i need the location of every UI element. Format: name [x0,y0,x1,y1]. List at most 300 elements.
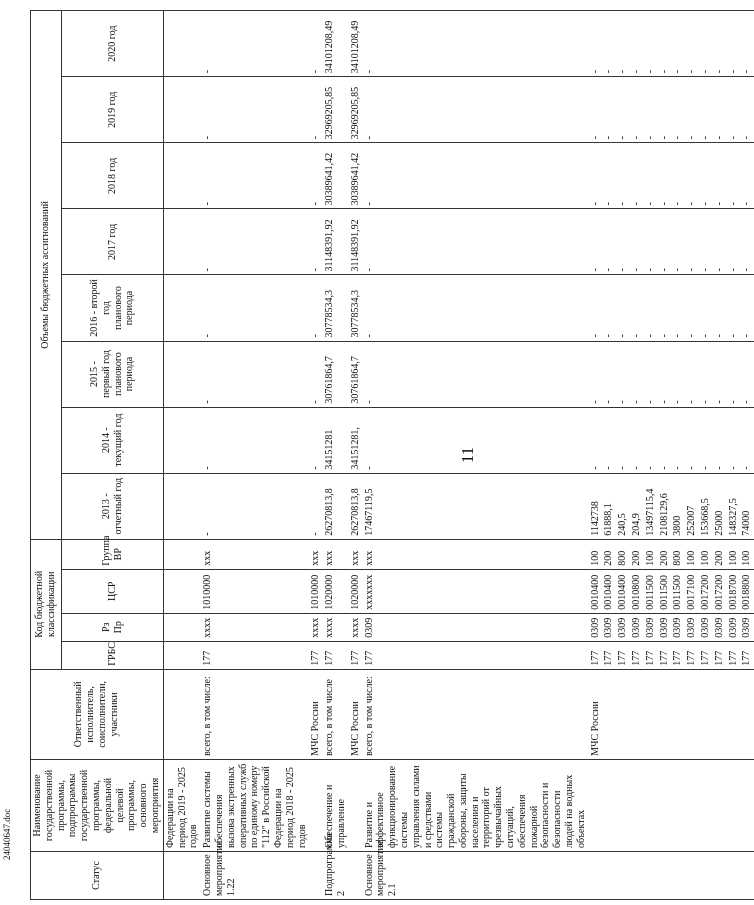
cell-csr: 0017100 [685,569,699,613]
header-year: 2017 год [62,209,163,275]
cell-amount: - [685,407,699,473]
cell-amount: - [713,407,727,473]
cell-amount: - [713,209,727,275]
cell-amount: - [644,275,658,341]
cell-status [727,851,741,899]
cell-executor [699,669,713,759]
cell-amount: - [713,143,727,209]
cell-amount: 30389641,42 [323,143,349,209]
cell-grbs: 177 [349,641,363,669]
cell-amount: - [630,341,644,407]
cell-amount: 34151281 [323,407,349,473]
cell-amount: - [699,209,713,275]
cell-executor [713,669,727,759]
cell-status [699,851,713,899]
cell-amount: - [644,341,658,407]
cell-grbs: 177 [602,641,616,669]
header-csr: ЦСР [62,569,163,613]
cell-name [658,759,672,851]
table-row [616,11,630,900]
cell-rzpr: 0309 [685,613,699,641]
cell-amount: - [602,407,616,473]
cell-name [309,759,323,851]
cell-rzpr: 0309 [740,613,754,641]
header-year: 2015 - первый год планового периода [62,341,163,407]
budget-table-sheet [30,10,753,900]
cell-status [713,851,727,899]
cell-amount: - [630,143,644,209]
cell-amount: 252007 [685,473,699,539]
cell-rzpr: xxxx [323,613,349,641]
cell-amount: - [309,209,323,275]
cell-vr: xxx [309,539,323,569]
cell-name: Обеспечение и управление [323,759,349,851]
header-year: 2019 год [62,77,163,143]
cell-grbs: 177 [644,641,658,669]
cell-amount: - [630,209,644,275]
table-row [685,11,699,900]
cell-amount: - [658,143,672,209]
cell-grbs: 177 [309,641,323,669]
cell-vr: xxx [201,539,309,569]
cell-amount: 153668,5 [699,473,713,539]
cell-grbs: 177 [699,641,713,669]
table-header [31,11,164,900]
cell-amount: 204,9 [630,473,644,539]
cell-vr: 200 [630,539,644,569]
table-row [602,11,616,900]
cell-amount [163,407,201,473]
cell-amount: 3800 [671,473,685,539]
cell-amount: - [201,143,309,209]
header-vr: Группа ВР [62,539,163,569]
cell-csr [163,569,201,613]
cell-rzpr: 0309 [727,613,741,641]
cell-vr: 100 [644,539,658,569]
cell-amount: - [727,11,741,77]
cell-amount: - [201,209,309,275]
cell-executor [740,669,754,759]
cell-amount: - [363,209,589,275]
cell-amount: 61888,1 [602,473,616,539]
cell-csr: 0011500 [671,569,685,613]
cell-name [630,759,644,851]
cell-amount: - [658,209,672,275]
cell-status [658,851,672,899]
cell-amount: 13497115,4 [644,473,658,539]
cell-grbs: 177 [671,641,685,669]
cell-grbs: 177 [727,641,741,669]
cell-amount: - [713,341,727,407]
page-number: 11 [458,446,477,464]
cell-grbs: 177 [658,641,672,669]
cell-amount: - [309,275,323,341]
cell-amount: - [616,407,630,473]
cell-amount: - [699,77,713,143]
cell-rzpr: 0309 [616,613,630,641]
table-row [589,11,603,900]
cell-amount: - [589,407,603,473]
cell-amount: - [616,77,630,143]
cell-amount: - [363,341,589,407]
table-row [727,11,741,900]
cell-status [589,851,603,899]
cell-name: Развитие и эффективное функционирование системы управления силами и средствами системы гражданской обороны, защиты населения и территорий от чрезвычайных ситуаций, обеспечения пожарной безопасности и безопасности людей на водных объектах [363,759,589,851]
cell-amount: 34101208,49 [323,11,349,77]
cell-amount: - [630,407,644,473]
cell-amount: 2108129,6 [658,473,672,539]
cell-amount: - [740,341,754,407]
cell-amount: 26270813,8 [323,473,349,539]
cell-amount: - [363,143,589,209]
cell-amount: - [644,77,658,143]
cell-executor [658,669,672,759]
cell-amount: 30778534,3 [323,275,349,341]
table-row [713,11,727,900]
cell-executor [602,669,616,759]
cell-name [589,759,603,851]
cell-amount: - [658,275,672,341]
cell-amount: - [727,407,741,473]
cell-amount: - [685,275,699,341]
cell-grbs: 177 [685,641,699,669]
cell-amount: - [616,11,630,77]
cell-vr: 800 [671,539,685,569]
cell-name [671,759,685,851]
cell-amount: - [658,11,672,77]
cell-amount: - [658,77,672,143]
cell-amount [163,11,201,77]
cell-vr: 200 [602,539,616,569]
cell-amount: - [671,77,685,143]
cell-rzpr [163,613,201,641]
cell-amount: - [602,341,616,407]
cell-amount: - [616,341,630,407]
cell-amount: - [713,77,727,143]
cell-amount: - [727,77,741,143]
cell-amount: 74000 [740,473,754,539]
cell-grbs: 177 [323,641,349,669]
cell-csr: 0010800 [630,569,644,613]
cell-csr: 1010000 [201,569,309,613]
cell-amount: - [685,11,699,77]
cell-csr: 0010400 [589,569,603,613]
cell-amount: - [201,407,309,473]
cell-amount: - [309,407,323,473]
header-code-group: Код бюджетной классификации [31,539,62,669]
cell-name [616,759,630,851]
header-year: 2014 - текущий год [62,407,163,473]
cell-rzpr: 0309 [658,613,672,641]
table-row [323,11,349,900]
cell-amount: 17467119,5 [363,473,589,539]
cell-amount: 31148391,92 [349,209,363,275]
cell-amount: - [201,275,309,341]
cell-csr: 0011500 [644,569,658,613]
cell-amount: - [740,11,754,77]
table-row [671,11,685,900]
header-year: 2020 год [62,11,163,77]
header-volumes-group: Объемы бюджетных ассигнований [31,11,62,540]
header-year: 2018 год [62,143,163,209]
cell-amount: - [644,407,658,473]
cell-executor: МЧС России [589,669,603,759]
cell-amount: - [685,209,699,275]
cell-amount: - [740,275,754,341]
cell-amount: 148327,5 [727,473,741,539]
cell-rzpr: xxxx [349,613,363,641]
cell-amount: 30778534,3 [349,275,363,341]
cell-rzpr: xxxx [201,613,309,641]
cell-amount [163,473,201,539]
cell-amount: - [644,11,658,77]
cell-amount: - [589,341,603,407]
cell-status [630,851,644,899]
header-year: 2016 - второй год планового периода [62,275,163,341]
cell-executor: всего, в том числе: [201,669,309,759]
cell-amount: - [630,275,644,341]
cell-amount: - [363,77,589,143]
cell-status [740,851,754,899]
cell-amount: - [616,143,630,209]
cell-grbs: 177 [589,641,603,669]
cell-amount: - [671,11,685,77]
cell-amount: - [309,11,323,77]
cell-amount: - [658,407,672,473]
cell-name [685,759,699,851]
cell-amount: - [589,209,603,275]
cell-executor: МЧС России [349,669,363,759]
header-status: Статус [31,851,164,899]
cell-amount: 32969205,85 [323,77,349,143]
cell-grbs: 177 [616,641,630,669]
cell-amount: - [201,77,309,143]
cell-amount: - [644,143,658,209]
cell-amount: - [630,11,644,77]
cell-amount: - [630,77,644,143]
cell-amount: - [740,407,754,473]
cell-amount: 25000 [713,473,727,539]
table-row [309,11,323,900]
cell-amount: - [309,77,323,143]
cell-csr: 0010400 [602,569,616,613]
cell-amount: - [309,143,323,209]
cell-amount: - [363,407,589,473]
cell-executor [727,669,741,759]
cell-vr: 100 [740,539,754,569]
cell-amount: 26270813,8 [349,473,363,539]
cell-rzpr: 0309 [363,613,589,641]
cell-amount: - [671,341,685,407]
cell-rzpr: 0309 [671,613,685,641]
cell-status [671,851,685,899]
cell-vr: xxx [349,539,363,569]
cell-amount [163,275,201,341]
cell-amount: - [685,143,699,209]
cell-amount: - [740,209,754,275]
cell-amount [163,341,201,407]
cell-amount: - [201,11,309,77]
cell-amount: - [699,275,713,341]
cell-status [644,851,658,899]
cell-rzpr: 0309 [630,613,644,641]
cell-csr: 0018700 [727,569,741,613]
cell-amount: - [699,341,713,407]
cell-amount: 34151281, [349,407,363,473]
cell-status: Подпрограмма 2 [323,851,349,899]
cell-grbs: 177 [713,641,727,669]
cell-vr: 100 [699,539,713,569]
cell-amount: - [363,11,589,77]
cell-status [602,851,616,899]
cell-grbs: 177 [201,641,309,669]
cell-amount: - [589,143,603,209]
cell-executor [616,669,630,759]
header-grbs: ГРБС [62,641,163,669]
table-row [349,11,363,900]
cell-name [699,759,713,851]
cell-name [644,759,658,851]
cell-amount: - [671,275,685,341]
cell-rzpr: 0309 [602,613,616,641]
cell-amount: 30761864,7 [323,341,349,407]
cell-csr: 1020000 [323,569,349,613]
cell-amount [163,77,201,143]
cell-grbs: 177 [363,641,589,669]
table-row [201,11,309,900]
cell-status [309,851,323,899]
cell-vr: 100 [589,539,603,569]
cell-amount: - [616,209,630,275]
cell-amount: - [616,275,630,341]
cell-amount: - [740,77,754,143]
cell-amount: - [309,473,323,539]
cell-csr: 0017200 [713,569,727,613]
cell-amount: - [713,275,727,341]
cell-amount: - [671,209,685,275]
cell-vr: xxx [363,539,589,569]
cell-executor: МЧС России [309,669,323,759]
cell-amount: - [309,341,323,407]
cell-rzpr: 0309 [644,613,658,641]
cell-amount [163,209,201,275]
cell-rzpr: 0309 [713,613,727,641]
cell-amount: - [727,209,741,275]
cell-amount: 30389641,42 [349,143,363,209]
cell-amount: - [602,77,616,143]
cell-executor: всего, в том числе: [363,669,589,759]
cell-amount: - [727,275,741,341]
cell-csr: 0010400 [616,569,630,613]
cell-vr: 100 [727,539,741,569]
cell-amount: - [699,143,713,209]
cell-amount: 31148391,92 [323,209,349,275]
cell-amount: 1142738 [589,473,603,539]
cell-amount: - [727,143,741,209]
cell-amount: - [201,341,309,407]
cell-amount: - [699,11,713,77]
cell-name [349,759,363,851]
cell-vr: 200 [713,539,727,569]
cell-amount: - [602,209,616,275]
cell-amount: - [699,407,713,473]
cell-amount: - [589,77,603,143]
table-row [699,11,713,900]
cell-amount: - [658,341,672,407]
cell-csr: 1010000 [309,569,323,613]
cell-csr: 1020000 [349,569,363,613]
cell-amount: - [602,275,616,341]
cell-rzpr: 0309 [589,613,603,641]
cell-executor [163,669,201,759]
cell-status [685,851,699,899]
cell-amount: - [589,11,603,77]
cell-grbs [163,641,201,669]
cell-amount: - [363,275,589,341]
table-row [644,11,658,900]
cell-rzpr: 0309 [699,613,713,641]
cell-amount: - [671,407,685,473]
cell-amount: - [685,77,699,143]
cell-vr: 800 [616,539,630,569]
cell-amount [163,143,201,209]
cell-amount: 30761864,7 [349,341,363,407]
cell-csr: 0011500 [658,569,672,613]
cell-name: Федерации на период 2019 - 2025 годов [163,759,201,851]
cell-amount: 240,5 [616,473,630,539]
cell-status [349,851,363,899]
table-row [740,11,754,900]
header-executor: Ответственный исполнитель, соисполнители, участники [31,669,164,759]
cell-csr: 0017200 [699,569,713,613]
cell-amount: - [201,473,309,539]
budget-allocation-table [30,10,754,900]
cell-executor [671,669,685,759]
cell-amount: - [671,143,685,209]
header-rzpr: Рз Пр [62,613,163,641]
cell-amount: - [589,275,603,341]
cell-amount: - [685,341,699,407]
cell-status [616,851,630,899]
cell-executor [685,669,699,759]
table-row [163,11,201,900]
cell-executor [630,669,644,759]
cell-amount: - [713,11,727,77]
cell-amount: - [727,341,741,407]
cell-grbs: 177 [740,641,754,669]
cell-grbs: 177 [630,641,644,669]
cell-vr: 100 [685,539,699,569]
header-name: Наименование государственной программы, подпрограммы государственной программы, федеральной целевой программы, основного мероприятия [31,759,164,851]
cell-name [602,759,616,851]
cell-vr [163,539,201,569]
cell-name [740,759,754,851]
cell-amount: 32969205,85 [349,77,363,143]
cell-vr: xxx [323,539,349,569]
cell-name [727,759,741,851]
table-row [658,11,672,900]
cell-status: Основное мероприятие 1.22 [201,851,309,899]
cell-executor: всего, в том числе [323,669,349,759]
cell-rzpr: xxxx [309,613,323,641]
cell-csr: 0018800 [740,569,754,613]
cell-amount: - [602,143,616,209]
header-year: 2013 - отчетный год [62,473,163,539]
cell-amount: 34101208,49 [349,11,363,77]
cell-amount: - [644,209,658,275]
cell-status: Основное мероприятие 2.1 [363,851,589,899]
cell-csr: xxxxxxx [363,569,589,613]
